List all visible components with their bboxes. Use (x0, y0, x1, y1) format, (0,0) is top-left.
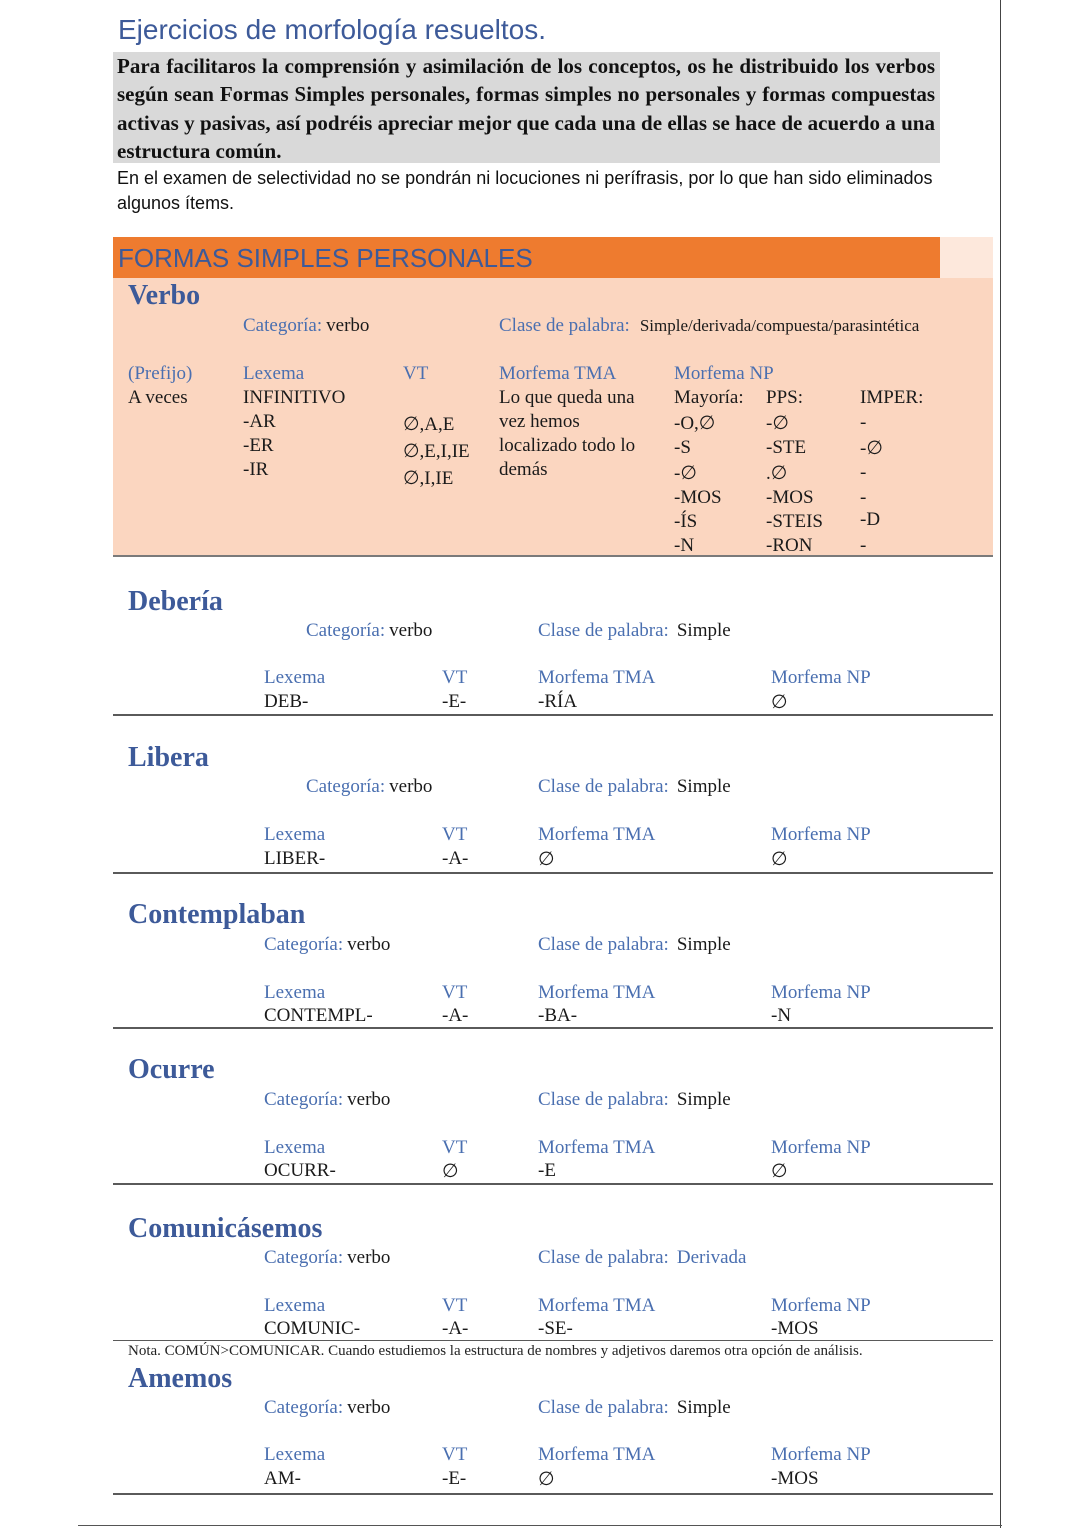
page-bottom-border (78, 1525, 1002, 1526)
vt-label: VT (403, 363, 429, 384)
np-imper-value: - (860, 535, 867, 556)
np-pps-value: -MOS (766, 487, 814, 508)
clase-label: Clase de palabra: (538, 620, 669, 641)
entry-clase (538, 1247, 746, 1269)
tma-label: Morfema TMA (538, 667, 656, 688)
entry-divider (113, 1340, 993, 1341)
clase-value: Simple/derivada/compuesta/parasintética (639, 316, 920, 335)
categoria-value: verbo (389, 620, 433, 641)
tma-value: -E (538, 1160, 556, 1181)
entry-word: Ocurre (128, 1054, 215, 1085)
np-label: Morfema NP (674, 363, 774, 384)
clase-value: Simple (676, 776, 731, 797)
np-imper-value: -D (860, 509, 881, 530)
np-value: -N (771, 1005, 792, 1026)
np-label: Morfema NP (771, 1444, 871, 1465)
np-mayoria-value: -N (674, 535, 695, 556)
entry-categoria (306, 620, 432, 642)
lexema-value: OCURR- (264, 1160, 336, 1181)
np-label: Morfema NP (771, 1137, 871, 1158)
tma-value: vez hemos (499, 411, 580, 432)
np-pps-value: -RON (766, 535, 813, 556)
lexema-value: -ER (243, 435, 274, 456)
entry-word: Comunicásemos (128, 1213, 323, 1244)
np-mayoria-value: -S (674, 437, 691, 458)
np-imper-value: -∅ (860, 438, 883, 459)
categoria-label: Categoría: (306, 776, 386, 797)
lexema-label: Lexema (264, 982, 326, 1003)
vt-value: ∅,E,I,IE (403, 441, 470, 462)
clase-value: Simple (676, 620, 731, 641)
lexema-label: Lexema (264, 824, 326, 845)
tma-value: ∅ (538, 849, 555, 870)
vt-value: -E- (442, 1468, 467, 1489)
np-label: Morfema NP (771, 667, 871, 688)
model-categoria (243, 315, 369, 337)
categoria-value: verbo (347, 934, 391, 955)
nota-text: Nota. COMÚN>COMUNICAR. Cuando estudiemos la estructura de nombres y adjetivos daremos otra opción de análisis. (128, 1343, 863, 1359)
clase-label: Clase de palabra: (538, 934, 669, 955)
vt-value: -A- (442, 848, 469, 869)
clase-value: Simple (676, 1397, 731, 1418)
np-mayoria-value: -O,∅ (674, 413, 716, 434)
lexema-value: -IR (243, 459, 269, 480)
tma-value: -RÍA (538, 691, 578, 712)
categoria-value: verbo (347, 1089, 391, 1110)
np-value: ∅ (771, 849, 788, 870)
np-pps-value: -STEIS (766, 511, 823, 532)
lexema-value: INFINITIVO (243, 387, 346, 408)
entry-word: Debería (128, 586, 223, 617)
categoria-value: verbo (347, 1397, 391, 1418)
model-clase (499, 315, 919, 337)
np-mayoria-value: -ÍS (674, 511, 698, 532)
lexema-value: CONTEMPL- (264, 1005, 373, 1026)
entry-word: Libera (128, 742, 209, 773)
np-header-pps: PPS: (766, 387, 803, 408)
clase-value: Simple (676, 934, 731, 955)
categoria-value: verbo (347, 1247, 391, 1268)
prefijo-value: A veces (128, 387, 188, 408)
tma-label: Morfema TMA (538, 824, 656, 845)
entry-clase (538, 776, 731, 798)
vt-value: -E- (442, 691, 467, 712)
np-pps-value: -∅ (766, 413, 789, 434)
lexema-label: Lexema (264, 1137, 326, 1158)
np-label: Morfema NP (771, 982, 871, 1003)
categoria-value: verbo (326, 315, 370, 336)
tma-label: Morfema TMA (538, 1444, 656, 1465)
np-imper-value: - (860, 487, 867, 508)
entry-categoria (264, 934, 390, 956)
entry-divider (113, 1183, 993, 1185)
np-header-imper: IMPER: (860, 387, 924, 408)
categoria-label: Categoría: (306, 620, 386, 641)
entry-divider (113, 1027, 993, 1029)
np-label: Morfema NP (771, 824, 871, 845)
np-imper-value: - (860, 462, 867, 483)
np-value: -MOS (771, 1318, 819, 1339)
entry-word: Amemos (128, 1363, 233, 1394)
vt-value: ∅ (442, 1161, 459, 1182)
np-pps-value: -STE (766, 437, 807, 458)
np-imper-value: - (860, 412, 867, 433)
categoria-label: Categoría: (264, 1397, 344, 1418)
tma-value: Lo que queda una (499, 387, 635, 408)
entry-divider (113, 1493, 993, 1495)
vt-label: VT (442, 667, 468, 688)
vt-value: -A- (442, 1005, 469, 1026)
section-title: FORMAS SIMPLES PERSONALES (118, 243, 533, 273)
categoria-label: Categoría: (264, 1089, 344, 1110)
clase-label: Clase de palabra: (538, 1397, 669, 1418)
page-right-border (1000, 0, 1001, 1528)
clase-value: Simple (676, 1089, 731, 1110)
categoria-label: Categoría: (243, 315, 323, 336)
clase-label: Clase de palabra: (538, 1089, 669, 1110)
entry-categoria (264, 1397, 390, 1419)
lexema-value: AM- (264, 1468, 301, 1489)
model-word: Verbo (128, 280, 201, 311)
entry-clase (538, 1397, 731, 1419)
section-band-fade (940, 237, 993, 278)
np-value: ∅ (771, 1161, 788, 1182)
entry-clase (538, 620, 731, 642)
tma-value: demás (499, 459, 548, 480)
tma-label: Morfema TMA (499, 363, 617, 384)
vt-label: VT (442, 982, 468, 1003)
prefijo-label: (Prefijo) (128, 363, 193, 384)
entry-categoria (306, 776, 432, 798)
lexema-value: DEB- (264, 691, 309, 712)
entry-divider (113, 714, 993, 716)
intro-paragraph: Para facilitaros la comprensión y asimilación de los conceptos, os he distribuido los verbos según sean Formas Simples personales, formas simples no personales y formas compuestas activas y pasivas, así podréis apreciar mejor que cada una de ellas se hace de acuerdo a una estructura común. (117, 54, 935, 163)
lexema-value: -AR (243, 411, 276, 432)
entry-clase (538, 1089, 731, 1111)
vt-label: VT (442, 1295, 468, 1316)
vt-label: VT (442, 1444, 468, 1465)
tma-label: Morfema TMA (538, 1295, 656, 1316)
entry-categoria (264, 1089, 390, 1111)
np-mayoria-value: -∅ (674, 463, 697, 484)
np-label: Morfema NP (771, 1295, 871, 1316)
clase-value: Derivada (676, 1247, 747, 1268)
np-value: -MOS (771, 1468, 819, 1489)
lexema-label: Lexema (264, 1444, 326, 1465)
exam-note: En el examen de selectividad no se pondrán ni locuciones ni perífrasis, por lo que han sido eliminados algunos ítems. (117, 168, 933, 213)
clase-label: Clase de palabra: (538, 776, 669, 797)
tma-label: Morfema TMA (538, 982, 656, 1003)
tma-value: -BA- (538, 1005, 578, 1026)
entry-word: Contemplaban (128, 899, 306, 930)
np-header-mayoria: Mayoría: (674, 387, 744, 408)
entry-clase (538, 934, 731, 956)
vt-value: -A- (442, 1318, 469, 1339)
lexema-label: Lexema (264, 667, 326, 688)
page-title: Ejercicios de morfología resueltos. (118, 14, 546, 45)
np-pps-value: .∅ (766, 463, 788, 484)
categoria-label: Categoría: (264, 1247, 344, 1268)
vt-value: ∅,A,E (403, 414, 455, 435)
vt-label: VT (442, 824, 468, 845)
tma-value: -SE- (538, 1318, 573, 1339)
lexema-label: Lexema (264, 1295, 326, 1316)
lexema-value: COMUNIC- (264, 1318, 361, 1339)
tma-label: Morfema TMA (538, 1137, 656, 1158)
lexema-label: Lexema (243, 363, 305, 384)
np-mayoria-value: -MOS (674, 487, 722, 508)
entry-divider (113, 872, 993, 874)
vt-value: ∅,I,IE (403, 468, 454, 489)
entry-categoria (264, 1247, 390, 1269)
clase-label: Clase de palabra: (538, 1247, 669, 1268)
clase-label: Clase de palabra: (499, 315, 630, 336)
lexema-value: LIBER- (264, 848, 326, 869)
tma-value: ∅ (538, 1469, 555, 1490)
vt-label: VT (442, 1137, 468, 1158)
categoria-label: Categoría: (264, 934, 344, 955)
tma-value: localizado todo lo (499, 435, 636, 456)
np-value: ∅ (771, 692, 788, 713)
categoria-value: verbo (389, 776, 433, 797)
